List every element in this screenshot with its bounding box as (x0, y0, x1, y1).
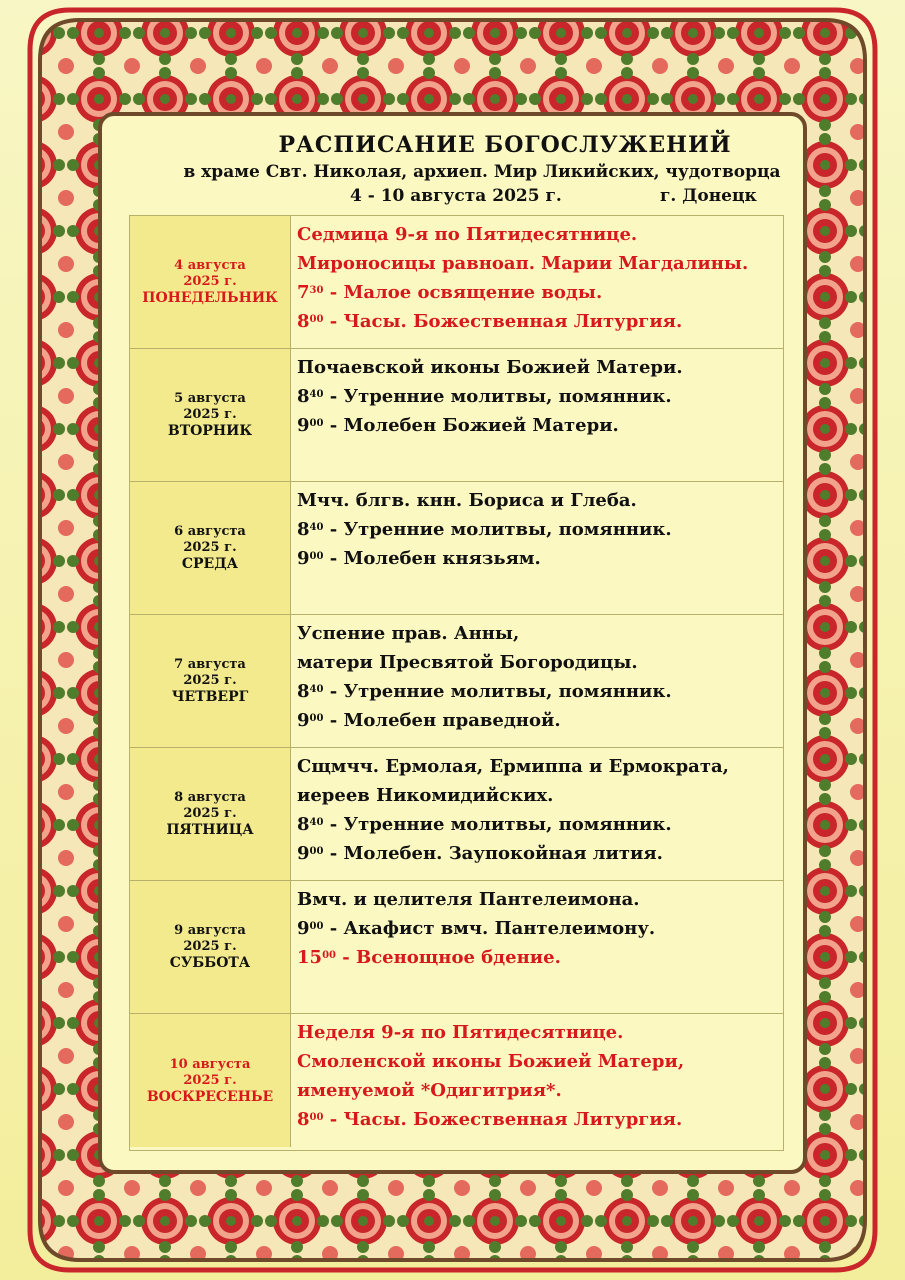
service-text: - Утренние молитвы, помянник. (323, 681, 672, 702)
day-date: 6 августа (174, 524, 246, 539)
service-line (297, 943, 777, 972)
service-line (297, 220, 777, 249)
service-minutes: 00 (309, 418, 324, 429)
service-line (297, 1076, 777, 1105)
service-minutes: 40 (309, 389, 324, 400)
day-year: 2025 г. (183, 274, 237, 289)
service-line (297, 914, 777, 943)
day-date: 10 августа (169, 1056, 251, 1072)
service-text: - Молебен Божией Матери. (323, 415, 619, 436)
schedule-row (130, 881, 783, 1014)
service-text: - Всенощное бдение. (335, 947, 561, 968)
service-text: Неделя 9-я по Пятидесятнице. (297, 1022, 624, 1043)
day-weekday: ЧЕТВЕРГ (171, 689, 249, 705)
day-year: 2025 г. (183, 407, 237, 422)
service-line (297, 885, 777, 914)
services-cell (297, 486, 777, 573)
day-year: 2025 г. (183, 1072, 237, 1088)
day-cell (130, 482, 291, 614)
service-text: Вмч. и целителя Пантелеимона. (297, 889, 640, 910)
service-line (297, 1018, 777, 1047)
service-line (297, 411, 777, 440)
service-hour: 8 (297, 519, 310, 540)
services-cell (297, 1018, 777, 1134)
service-text: Седмица 9-я по Пятидесятнице. (297, 224, 638, 245)
day-weekday: ВТОРНИК (167, 423, 253, 439)
service-text: Сщмчч. Ермолая, Ермиппа и Ермократа, (297, 756, 729, 777)
service-line (297, 486, 777, 515)
day-cell (130, 881, 291, 1013)
service-hour: 9 (297, 710, 310, 731)
service-minutes: 00 (309, 1112, 324, 1123)
schedule-row (130, 1014, 783, 1147)
day-year: 2025 г. (183, 939, 237, 954)
service-line (297, 249, 777, 278)
service-line (297, 648, 777, 677)
service-minutes: 30 (309, 285, 324, 296)
day-date: 7 августа (174, 657, 246, 672)
day-year: 2025 г. (183, 806, 237, 821)
service-text: - Молебен праведной. (323, 710, 561, 731)
service-line (297, 278, 777, 307)
service-minutes: 40 (309, 817, 324, 828)
service-line (297, 839, 777, 868)
day-weekday: ВОСКРЕСЕНЬЕ (146, 1088, 274, 1105)
church-name: в храме Свт. Николая, архиеп. Мир Ликийских, чудотворца (183, 162, 781, 182)
service-line (297, 1047, 777, 1076)
day-cell (130, 748, 291, 880)
day-weekday: СУББОТА (169, 955, 251, 971)
service-line (297, 810, 777, 839)
service-line (297, 382, 777, 411)
day-date: 4 августа (174, 258, 246, 273)
service-line (297, 307, 777, 336)
schedule-row (130, 216, 783, 349)
day-cell (130, 349, 291, 481)
service-line (297, 752, 777, 781)
service-minutes: 00 (309, 921, 324, 932)
day-date: 5 августа (174, 391, 246, 406)
service-text: именуемой *Одигитрия*. (297, 1080, 562, 1101)
service-line (297, 619, 777, 648)
service-text: - Молебен. Заупокойная лития. (323, 843, 663, 864)
service-minutes: 00 (309, 314, 324, 325)
day-cell (130, 1014, 291, 1147)
services-cell (297, 619, 777, 735)
day-cell (130, 615, 291, 747)
service-text: Мчч. блгв. кнн. Бориса и Глеба. (297, 490, 637, 511)
service-text: - Часы. Божественная Литургия. (323, 311, 683, 332)
service-text: - Утренние молитвы, помянник. (323, 519, 672, 540)
service-minutes: 00 (309, 846, 324, 857)
day-weekday: СРЕДА (181, 556, 239, 572)
date-range: 4 - 10 августа 2025 г. (350, 186, 562, 206)
schedule-row (130, 349, 783, 482)
services-cell (297, 885, 777, 972)
day-year: 2025 г. (183, 540, 237, 555)
service-minutes: 00 (322, 950, 336, 961)
service-minutes: 00 (309, 713, 324, 724)
service-minutes: 40 (309, 684, 324, 695)
schedule-row (130, 615, 783, 748)
service-text: Успение прав. Анны, (297, 623, 520, 644)
service-hour: 8 (297, 386, 310, 407)
schedule-table (129, 215, 784, 1151)
services-cell (297, 752, 777, 868)
service-hour: 8 (297, 1109, 310, 1130)
service-hour: 8 (297, 681, 310, 702)
service-hour: 9 (297, 918, 310, 939)
schedule-row (130, 748, 783, 881)
service-text: - Акафист вмч. Пантелеимону. (323, 918, 656, 939)
service-line (297, 706, 777, 735)
service-line (297, 353, 777, 382)
service-hour: 9 (297, 548, 310, 569)
service-text: - Молебен князьям. (323, 548, 541, 569)
service-hour: 9 (297, 415, 310, 436)
service-text: - Часы. Божественная Литургия. (323, 1109, 683, 1130)
service-line (297, 1105, 777, 1134)
service-text: - Утренние молитвы, помянник. (323, 814, 672, 835)
day-year: 2025 г. (183, 673, 237, 688)
service-line (297, 781, 777, 810)
day-date: 8 августа (174, 790, 246, 805)
service-minutes: 40 (309, 522, 324, 533)
services-cell (297, 220, 777, 336)
day-weekday: ПОНЕДЕЛЬНИК (142, 290, 278, 306)
service-text: иереев Никомидийских. (297, 785, 554, 806)
service-hour: 8 (297, 311, 310, 332)
service-line (297, 515, 777, 544)
service-hour: 9 (297, 843, 310, 864)
schedule-row (130, 482, 783, 615)
service-text: Почаевской иконы Божией Матери. (297, 357, 683, 378)
service-hour: 7 (297, 282, 310, 303)
service-text: матери Пресвятой Богородицы. (297, 652, 638, 673)
page-title: РАСПИСАНИЕ БОГОСЛУЖЕНИЙ (278, 132, 732, 158)
service-text: - Малое освящение воды. (323, 282, 603, 303)
day-date: 9 августа (174, 923, 246, 938)
day-cell (130, 216, 291, 348)
service-hour: 8 (297, 814, 310, 835)
services-cell (297, 353, 777, 440)
service-text: Смоленской иконы Божией Матери, (297, 1051, 685, 1072)
service-line (297, 544, 777, 573)
city-name: г. Донецк (660, 186, 757, 206)
service-line (297, 677, 777, 706)
service-hour: 15 (297, 947, 323, 968)
service-text: - Утренние молитвы, помянник. (323, 386, 672, 407)
service-text: Мироносицы равноап. Марии Магдалины. (297, 253, 749, 274)
service-minutes: 00 (309, 551, 324, 562)
day-weekday: ПЯТНИЦА (166, 822, 254, 838)
